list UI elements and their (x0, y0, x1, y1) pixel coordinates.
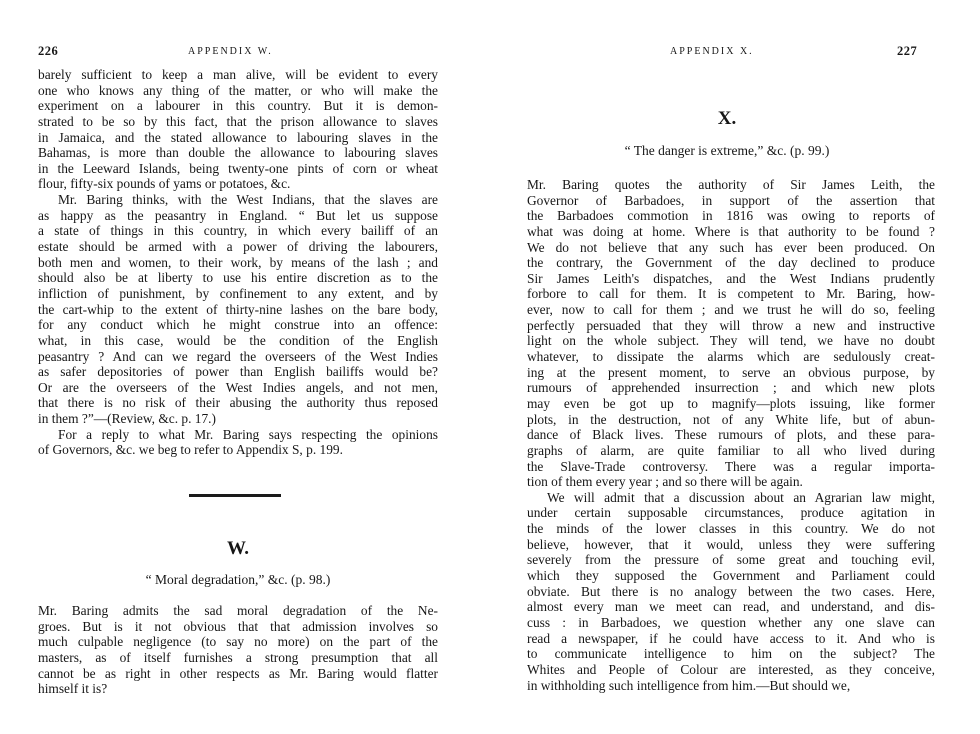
left-body-text (38, 67, 438, 458)
text-line: in the Leeward Islands, being twenty-one pints of corn or wheat (38, 160, 438, 176)
text-line: the Slave-Trade controversy. There was a regular importa- (527, 458, 935, 474)
text-line: much culpable negligence (to say no more) on the part of the (38, 634, 438, 650)
text-line: the cart-whip to the extent of thirty-nine lashes on the bare body, (38, 301, 438, 317)
text-line: Sir James Leith's dispatches, and the West Indians prudently (527, 270, 935, 286)
text-line: one who knows any thing of the matter, or who will make the (38, 82, 438, 98)
text-line: Or are the overseers of the West Indies angels, and not men, (38, 379, 438, 395)
right-page (490, 0, 980, 734)
text-line: in Jamaica, and the stated allowance to labouring slaves in the (38, 129, 438, 145)
text-line: may even be got up to magnify—plots issuing, like former (527, 395, 935, 411)
text-line: For a reply to what Mr. Baring says respecting the opinions (58, 426, 438, 442)
text-line: in withholding such intelligence from him.—But should we, (527, 677, 851, 693)
text-line: what was doing at home. Where is that authority to be found ? (527, 223, 935, 239)
section-x-text (527, 177, 935, 693)
text-line: for any conduct which he might construe into an offence: (38, 317, 438, 333)
text-line: of Governors, &c. we beg to refer to Appendix S, p. 199. (38, 442, 343, 458)
text-line: read a newspaper, if he could have access to it. And who is (527, 630, 935, 646)
text-line: obviate. But there is no analogy between the two cases. Here, (527, 583, 935, 599)
running-title: APPENDIX X. (670, 46, 754, 57)
section-heading-x: X. (717, 108, 737, 129)
section-w-text (38, 603, 438, 697)
text-line: a state of things in this country, in which every bailiff of an (38, 223, 438, 239)
text-line: rumours of apprehended insurrection ; and which new plots (527, 380, 935, 396)
text-line: ing at the present moment, to serve an obvious purpose, by (527, 364, 935, 380)
text-line: the Barbadoes commotion in 1816 was owing to reports of (527, 208, 935, 224)
text-line: Mr. Baring quotes the authority of Sir James Leith, the (527, 177, 935, 192)
text-line: in them ?”—(Review, &c. p. 17.) (38, 411, 216, 427)
text-line: Bahamas, is more than double the allowance to labouring slaves (38, 145, 438, 161)
text-line: to communicate intelligence to him on the subject? The (527, 646, 935, 662)
text-line: should also be at liberty to use his entire discretion as to the (38, 270, 438, 286)
text-line: the contrary, the Government of the day declined to produce (527, 255, 935, 271)
page-number: 227 (897, 44, 918, 58)
text-line: cuss : in Barbadoes, we question whether any one slave can (527, 614, 935, 630)
text-line: plots, in the destruction, not of any White life, but of abun- (527, 411, 935, 427)
text-line: tion of them every year ; and so there will be again. (527, 474, 803, 490)
text-line: severely from the pressure of some great and touching evil, (527, 552, 935, 568)
text-line: dance of Black lives. These rumours of plots, and these para- (527, 427, 935, 443)
page-number: 226 (38, 44, 59, 58)
running-title: APPENDIX W. (188, 46, 273, 57)
text-line: Whites and People of Colour are interested, as they conceive, (527, 661, 935, 677)
text-line: believe, however, that it would, unless they were suffering (527, 536, 935, 552)
text-line: graphs of alarm, are quite familiar to all who lived during (527, 442, 935, 458)
text-line: ever, now to call for them ; and we trust he will do so, feeling (527, 302, 935, 318)
text-line: forbore to call for them. It is competent to Mr. Baring, how- (527, 286, 935, 302)
text-line: infliction of punishment, by confinement to any extent, and by (38, 285, 438, 301)
text-line: experiment on a labourer in this country. But it is demon- (38, 98, 438, 114)
section-divider (189, 494, 281, 497)
section-heading-w: W. (226, 538, 249, 559)
text-line: masters, as of itself furnishes a strong presumption that all (38, 649, 438, 665)
text-line: We do not believe that any such has ever been produced. On (527, 239, 935, 255)
text-line: perfectly persuaded that they will throw a new and instructive (527, 317, 935, 333)
text-line: Mr. Baring thinks, with the West Indians, that the slaves are (58, 192, 438, 208)
text-line: barely sufficient to keep a man alive, will be evident to every (38, 67, 438, 82)
text-line: Governor of Barbadoes, in support of the assertion that (527, 192, 935, 208)
text-line: the minds of the lower classes in this country. We do not (527, 521, 935, 537)
text-line: under certain supposable circumstances, produce agitation in (527, 505, 935, 521)
text-line: peasantry ? And can we regard the overseers of the West Indies (38, 348, 438, 364)
text-line: strated to be so by this fact, that the prison allowance to slaves (38, 113, 438, 129)
text-line: whatever, to dissipate the alarms which are sedulously creat- (527, 349, 935, 365)
section-subheading-w: “ Moral degradation,” &c. (p. 98.) (145, 572, 331, 587)
text-line: both men and women, to their work, by means of the lash ; and (38, 254, 438, 270)
text-line: as safer depositories of power than English bailiffs would be? (38, 364, 438, 380)
text-line: as happy as the peasantry in England. “ But let us suppose (38, 207, 438, 223)
text-line: estate should be armed with a power of driving the labourers, (38, 239, 438, 255)
text-line: flour, fifty-six pounds of yams or potatoes, &c. (38, 176, 291, 192)
text-line: groes. But is it not obvious that that admission involves so (38, 618, 438, 634)
text-line: himself it is? (38, 681, 108, 697)
text-line: that there is no risk of their abusing the authority thus reposed (38, 395, 438, 411)
text-line: Mr. Baring admits the sad moral degradation of the Ne- (38, 603, 438, 618)
section-subheading-x: “ The danger is extreme,” &c. (p. 99.) (624, 143, 830, 158)
text-line: almost every man we meet can read, and understand, and dis- (527, 599, 935, 615)
text-line: We will admit that a discussion about an Agrarian law might, (547, 489, 935, 505)
text-line: which they supposed the Government and Parliament could (527, 568, 935, 584)
text-line: light on the whole subject. They will tend, we have no doubt (527, 333, 935, 349)
text-line: what, in this case, would be the condition of the English (38, 332, 438, 348)
text-line: cannot be as right in other respects as Mr. Baring would flatter (38, 665, 438, 681)
